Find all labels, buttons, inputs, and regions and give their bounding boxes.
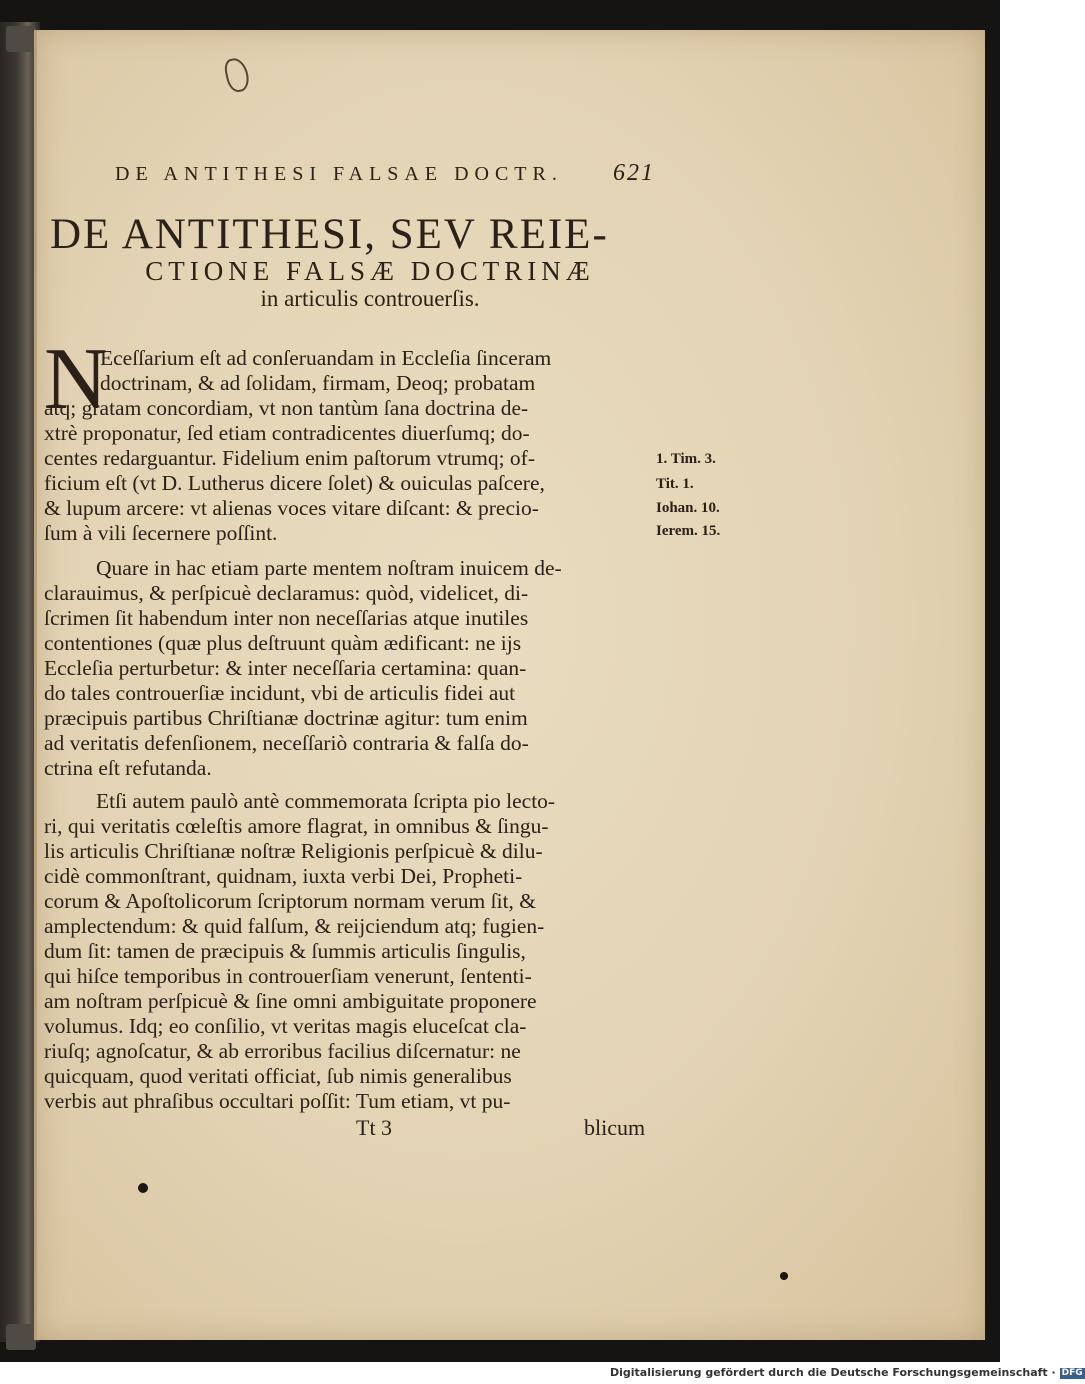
text-line: volumus. Idq; eo conſilio, vt veritas magis eluceſcat cla- <box>44 1014 527 1038</box>
text-line: qui hiſce temporibus in controuerſiam venerunt, ſententi- <box>44 964 532 988</box>
page-number: 621 <box>613 160 655 186</box>
title-line-1: DE ANTITHESI, SEV REIE- <box>50 211 609 258</box>
text-line: riuſq; agnoſcatur, & ab erroribus facilius diſcernatur: ne <box>44 1039 521 1063</box>
ink-spot <box>138 1183 148 1193</box>
text-line: cidè commonſtrant, quidnam, iuxta verbi Dei, Propheti- <box>44 864 523 888</box>
credit-text: Digitalisierung gefördert durch die Deutsche Forschungsgemeinschaft · <box>610 1366 1056 1379</box>
text-line: præcipuis partibus Chriſtianæ doctrinæ agitur: tum enim <box>44 706 528 730</box>
text-line: clarauimus, & perſpicuè declaramus: quòd, videlicet, di- <box>44 581 529 605</box>
text-line: Etſi autem paulò antè commemorata ſcripta pio lecto- <box>96 789 556 813</box>
text-line: Quare in hac etiam parte mentem noſtram inuicem de- <box>96 556 562 580</box>
text-line: dum ſit: tamen de præcipuis & ſummis articulis ſingulis, <box>44 939 526 963</box>
text-line: & lupum arcere: vt alienas voces vitare diſcant: & precio- <box>44 496 539 520</box>
text-line: ſcrimen ſit habendum inter non neceſſarias atque inutiles <box>44 606 529 630</box>
text-line: atq; gratam concordiam, vt non tantùm ſana doctrina de- <box>44 396 529 420</box>
text-line: ficium eſt (vt D. Lutherus dicere ſolet) & ouiculas paſcere, <box>44 471 545 495</box>
text-line: am noſtram perſpicuè & ſine omni ambiguitate proponere <box>44 989 537 1013</box>
text-line: amplectendum: & quid falſum, & reijciendum atq; fugien- <box>44 914 545 938</box>
text-line: Eccleſia perturbetur: & inter neceſſaria certamina: quan- <box>44 656 527 680</box>
text-line: Eceſſarium eſt ad conſeruandam in Eccleſia ſinceram <box>100 346 552 370</box>
marginal-reference: 1. Tim. 3. <box>656 451 716 467</box>
text-line: ri, qui veritatis cœleſtis amore flagrat, in omnibus & ſingu- <box>44 814 549 838</box>
text-line: contentiones (quæ plus deſtruunt quàm ædificant: ne ijs <box>44 631 522 655</box>
signature-mark: Tt 3 <box>356 1115 393 1140</box>
text-line: ad veritatis defenſionem, neceſſariò contraria & falſa do- <box>44 731 529 755</box>
marginal-reference: Ierem. 15. <box>656 523 721 539</box>
marginal-reference: Tit. 1. <box>656 476 694 492</box>
text-line: verbis aut phraſibus occultari poſſit: Tum etiam, vt pu- <box>44 1089 511 1113</box>
binding-clip <box>6 26 36 52</box>
running-head-title: DE ANTITHESI FALSAE DOCTR. <box>115 163 563 185</box>
digitization-credit <box>610 1366 1085 1380</box>
text-line: ſum à vili ſecernere poſſint. <box>44 521 278 545</box>
drop-cap: N <box>44 331 108 428</box>
text-line: corum & Apoſtolicorum ſcriptorum normam verum ſit, & <box>44 889 537 913</box>
running-head <box>115 160 655 187</box>
text-line: xtrè proponatur, ſed etiam contradicentes diuerſumq; do- <box>44 421 530 445</box>
text-line: do tales controuerſiæ incidunt, vbi de articulis fidei aut <box>44 681 516 705</box>
title-line-2: CTIONE FALSÆ DOCTRINÆ <box>145 256 595 286</box>
binding-clip <box>6 1324 36 1350</box>
text-line: quicquam, quod veritati officiat, ſub nimis generalibus <box>44 1064 512 1088</box>
text-line: centes redarguantur. Fidelium enim paſtorum vtrumq; of- <box>44 446 536 470</box>
text-line: ctrina eſt refutanda. <box>44 756 212 780</box>
ink-spot <box>780 1272 788 1280</box>
catchword: blicum <box>584 1115 646 1140</box>
marginal-reference: Iohan. 10. <box>656 500 720 516</box>
dfg-logo: DFG <box>1061 1367 1083 1378</box>
text-line: doctrinam, & ad ſolidam, firmam, Deoq; probatam <box>100 371 536 395</box>
text-line: lis articulis Chriſtianæ noſtræ Religionis perſpicuè & dilu- <box>44 839 543 863</box>
title-line-3: in articulis controuerſis. <box>260 286 480 311</box>
